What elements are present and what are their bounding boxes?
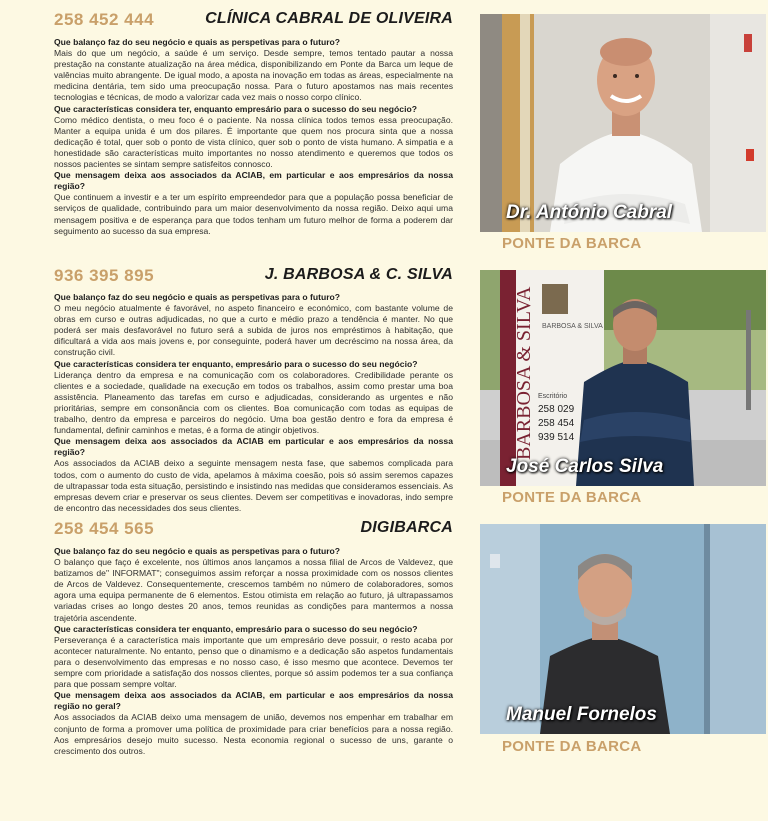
question: Que mensagem deixa aos associados da ACIAB, em particular e aos empresários da nossa região no geral? (54, 690, 453, 712)
portrait-illustration (480, 14, 766, 232)
answer: O balanço que faço é excelente, nos últimos anos lançamos a nossa filial de Arcos de Valdevez, que batizamos de" INFORMAT"; conseguimos assim reforçar a nossa proximidade com os nossos clientes de Arcos de Valdevez. Consequentemente, crescemos também no número de colaboradores, somos agora uma equipa permanente de 6 elementos. Estou otimista em relação ao futuro, já ultrapassamos variadas crises ao longo destes 20 anos, temos reunidas as condições para mantermos a nossa trajetória ascendente. (54, 557, 453, 623)
answer: Como médico dentista, o meu foco é o paciente. Na nossa clínica todos temos essa preocupação. Manter a equipa unida é um dos pilares. É importante que quem nos procura sinta que a nossa dedicação é total, quer sob o ponto de vista clínico, quer sob o ponto de vista humano. A simpatia e a honestidade são características muito importantes no nosso atendimento e queremos que todos os nossos pacientes se sintam sempre satisfeitos connosco. (54, 114, 453, 170)
phone-number: 258 452 444 (54, 10, 155, 29)
sign-office: Escritório (538, 393, 568, 400)
company-name: CLÍNICA CABRAL DE OLIVEIRA (205, 10, 453, 27)
question: Que mensagem deixa aos associados da ACIAB, em particular e aos empresários da nossa região? (54, 170, 453, 192)
portrait-illustration (480, 270, 766, 486)
question: Que balanço faz do seu negócio e quais as perspetivas para o futuro? (54, 546, 341, 556)
portrait-jose-carlos-silva (480, 270, 766, 486)
question: Que características considera ter enquanto, empresário para o sucesso do seu negócio? (54, 358, 418, 369)
answer: Liderança dentro da empresa e na comunicação com os colaboradores. Credibilidade perante os clientes e a sociedade, qualidade na execução em todos os trabalhos, assim como prestar uma boa assistência. Planeamento das tarefas em curso e adjudicadas, considerando as urgentes e não prioritárias, sempre em consonância com os clientes. Boa comunicação com todas as equipas de trabalho, dentro da empresa e parceiros do negócio. Uma boa gestão dentro e fora da empresa é fundamental, definir caminhos e metas, é a forma de atingir objetivos. (54, 369, 453, 436)
portrait-manuel-fornelos (480, 524, 766, 734)
section-header (54, 519, 453, 541)
sign-brand: BARBOSA & SILVA (542, 323, 603, 330)
phone-number: 936 395 895 (54, 266, 155, 285)
interview-text (54, 546, 453, 757)
portrait-antonio-cabral (480, 14, 766, 232)
answer: Perseverança é a característica mais importante que um empresário deve possuir, o resto acaba por acontecer naturalmente. No entanto, penso que o dinamismo e a dedicação são aspetos fundamentais para o desenvolvimento das empresas e no nosso caso, é isso mesmo que acontece. Devemos ter sempre com prioridade a satisfação dos nossos clientes, porque só assim podemos ter a sua confiança para que possam sempre voltar. (54, 634, 453, 690)
phone-number: 258 454 565 (54, 519, 155, 538)
answer: Aos associados da ACIAB deixo uma mensagem de união, devemos nos empenhar em trabalhar em conjunto de forma a promover uma política de proximidade para criar benefícios para a nossa região. Aos empresários desejo muito sucesso. Nesta economia regional o sucesso de uns, garante o crescimento dos outros. (54, 712, 453, 756)
question: Que balanço faz do seu negócio e quais as perspetivas para o futuro? (54, 37, 341, 47)
location-label: PONTE DA BARCA (502, 738, 642, 755)
company-name: J. BARBOSA & C. SILVA (264, 266, 453, 283)
person-name: Manuel Fornelos (506, 704, 657, 725)
portrait-illustration (480, 524, 766, 734)
answer: Que continuem a investir e a ter um espírito empreendedor para que a população possa beneficiar de serviços de qualidade, contribuindo para um maior desenvolvimento da nossa região. Deixo aqui uma mensagem positiva e de esperança para que todos tenham um futuro melhor de forma a poderem dar seguimento ao sucesso da sua empresa. (54, 192, 453, 236)
answer: Mais do que um negócio, a saúde é um serviço. Desde sempre, temos tentado pautar a nossa prestação na constante atualização na área médica, disponibilizando em Ponte da Barca um leque de valências muito abrangente. De igual modo, a aposta na inovação em todas as áreas, especialmente na medicina dentária, tem sido uma preocupação nossa. Para o futuro apostamos nas mais recentes tecnologias e técnicas, de modo a valorizar cada vez mais o nosso corpo clínico. (54, 48, 453, 103)
answer: Aos associados da ACIAB deixo a seguinte mensagem nesta fase, que sabemos complicada para todos, com o aumento do custo de vida, apelamos à máxima coesão, pois só assim seremos capazes de ultrapassar toda esta situação, persistindo e insistindo nas medidas que consideramos essenciais. As empresas devem criar e preservar os seus clientes. Devem ser competitivas e inovadoras, indo sempre de encontro das necessidades dos seus clientes. (54, 458, 453, 513)
question: Que características considera ter enquanto, empresário para o sucesso do seu negócio? (54, 623, 418, 634)
question: Que balanço faz do seu negócio e quais as perspetivas para o futuro? (54, 292, 341, 302)
company-name: DIGIBARCA (360, 519, 453, 536)
article-clinica-cabral (54, 10, 453, 237)
answer: O meu negócio atualmente é favorável, no aspeto financeiro e económico, com bastante volume de obras em curso e outras adjudicadas, no que a curto e médio prazo a tendência é manter. No que poderá ser mais desfavorável no futuro será a subida de juros nos empréstimos à habitação, que dificultará a vida aos mais jovens e, por conseguinte, poderá haver um decréscimo na nossa área, da construção civil. (54, 303, 453, 358)
sign-vertical-text: BARBOSA & SILVA (513, 286, 535, 460)
article-digibarca (54, 519, 453, 757)
sign-phone: 939 514 (538, 432, 575, 443)
person-name: José Carlos Silva (506, 456, 664, 477)
question: Que mensagem deixa aos associados da ACIAB em particular e aos empresários da nossa região? (54, 436, 453, 458)
sign-phone: 258 454 (538, 418, 575, 429)
sign-phone: 258 029 (538, 404, 575, 415)
location-label: PONTE DA BARCA (502, 235, 642, 252)
person-name: Dr. António Cabral (506, 202, 673, 223)
interview-text (54, 37, 453, 237)
location-label: PONTE DA BARCA (502, 489, 642, 506)
section-header (54, 10, 453, 32)
question: Que características considera ter, enquanto empresário para o sucesso do seu negócio? (54, 103, 417, 114)
section-header (54, 266, 453, 288)
interview-text (54, 292, 453, 514)
article-barbosa-silva (54, 266, 453, 514)
